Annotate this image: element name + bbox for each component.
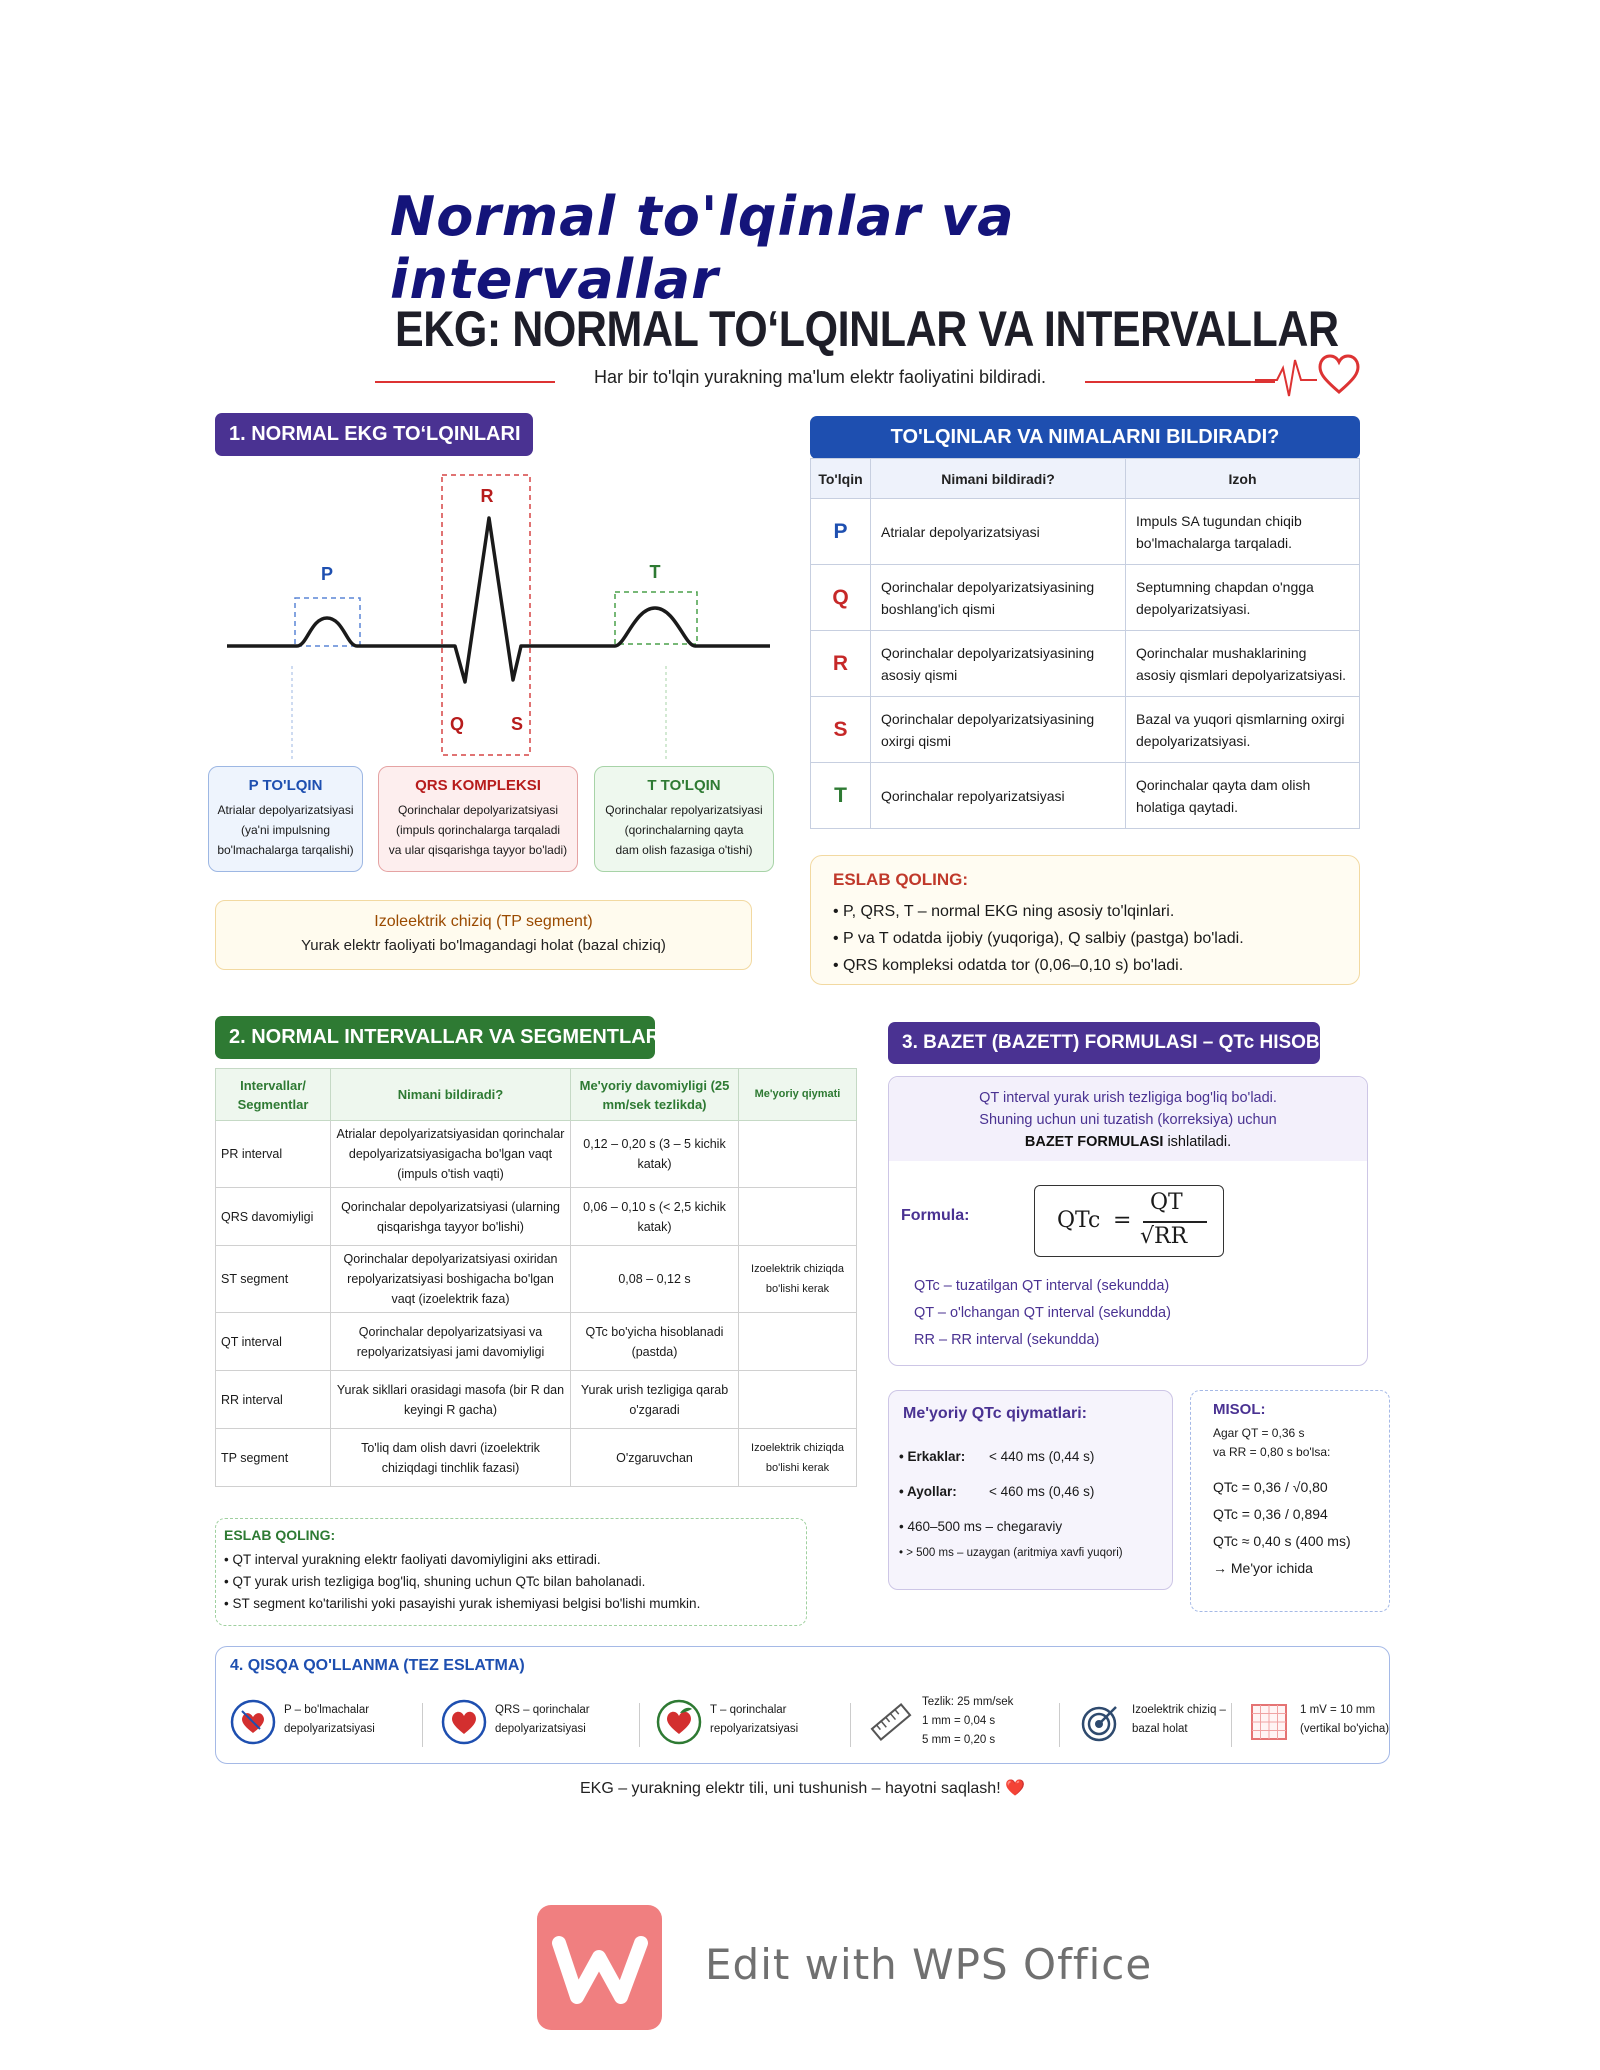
guide-line: QRS – qorinchalar [495,1704,590,1716]
q-label: Q [449,714,465,734]
col-header-wave: To'lqin [811,459,871,499]
bazett-formula-name: BAZET FORMULASI [1024,1134,1164,1150]
legend-qt: QT – o'lchangan QT interval (sekundda) [914,1305,1171,1321]
male-value: < 440 ms (0,44 s) [989,1449,1095,1464]
col-header-meaning: Nimani bildiradi? [871,459,1126,499]
wave-note: Qorinchalar qayta dam olish holatiga qaytadi. [1126,763,1360,829]
ecg-waveform-diagram [215,470,775,760]
interval-duration: 0,08 – 0,12 s [571,1246,739,1313]
wave-row [811,565,1360,631]
wave-meaning: Qorinchalar depolyarizatsiyasining oxirgi qismi [871,697,1126,763]
guide-line: 1 mV = 10 mm [1300,1704,1376,1716]
interval-meaning: Qorinchalar depolyarizatsiyasi va repolyarizatsiyasi jami davomiyligi [331,1313,571,1371]
female-label: • Ayollar: [899,1484,957,1499]
t-wave-card-desc [595,800,773,860]
interval-duration: 0,06 – 0,10 s (< 2,5 kichik katak) [571,1188,739,1246]
guide-divider [639,1703,640,1747]
interval-value [739,1371,857,1429]
guide-divider [422,1703,423,1747]
legend-qtc: QTc – tuzatilgan QT interval (sekundda) [914,1278,1170,1294]
interval-duration: Yurak urish tezligiga qarab o'zgaradi [571,1371,739,1429]
p-wave-card [208,766,363,872]
interval-name: ST segment [216,1246,331,1313]
remember-title-2: ESLAB QOLING: [224,1527,336,1543]
guide-text [710,1701,798,1739]
qrs-card-desc [379,800,577,860]
interval-name: QT interval [216,1313,331,1371]
formula-label: Formula: [901,1207,970,1224]
wave-meaning: Qorinchalar depolyarizatsiyasining asosiy qismi [871,631,1126,697]
heart-leaf-icon [656,1699,702,1745]
interval-value [739,1121,857,1188]
interval-meaning: Atrialar depolyarizatsiyasidan qorinchalar depolyarizatsiyasigacha bo'lgan vaqt (impuls o'tish vaqti) [331,1121,571,1188]
qrs-box [442,475,530,755]
wave-row [811,763,1360,829]
ruler-icon [868,1699,914,1745]
remember-box-1 [810,855,1360,985]
bazett-intro-line-2: Shuning uchun uni tuzatish (korreksiya) uchun [979,1112,1277,1128]
example-given-2: va RR = 0,80 s bo'lsa: [1213,1445,1331,1459]
formula-numerator: QT [1150,1190,1183,1215]
ecg-trace [227,518,770,682]
guide-line: P – bo'lmachalar [284,1704,370,1716]
t-line-3: dam olish fazasiga o'tishi) [615,843,753,857]
interval-row [216,1429,857,1487]
guide-line: bazal holat [1132,1723,1188,1735]
p-line-3: bo'lmachalarga tarqalishi) [217,843,354,857]
interval-value: Izoelektrik chiziqda bo'lishi kerak [739,1246,857,1313]
interval-duration: 0,12 – 0,20 s (3 – 5 kichik katak) [571,1121,739,1188]
wave-letter: T [811,763,871,829]
guide-item-p [230,1695,410,1751]
wave-letter: P [811,499,871,565]
wave-row [811,499,1360,565]
wave-meaning: Atrialar depolyarizatsiyasi [871,499,1126,565]
interval-row [216,1188,857,1246]
interval-row [216,1246,857,1313]
remember-item: • P, QRS, T – normal EKG ning asosiy to'lqinlari. [833,898,1359,925]
s-label: S [510,714,524,734]
quick-guide [215,1646,1390,1764]
normal-qtc-borderline: • 460–500 ms – chegaraviy [899,1519,1063,1534]
wps-logo[interactable] [537,1905,662,2030]
formula-equals: = [1113,1208,1132,1233]
example-title: MISOL: [1213,1401,1266,1418]
interval-value [739,1188,857,1246]
qrs-line-2: (impuls qorinchalarga tarqaladi [395,823,561,837]
iso-desc: Yurak elektr faoliyati bo'lmagandagi holat (bazal chiziq) [301,937,666,954]
guide-line: Izoelektrik chiziq – [1132,1704,1226,1716]
subtitle-rule-left [375,381,555,383]
section2-title: 2. NORMAL INTERVALLAR VA SEGMENTLAR [215,1016,655,1059]
guide-item-voltage [1246,1695,1390,1751]
normal-qtc-female [899,1484,1094,1499]
col-header-interval: Intervallar/ Segmentlar [216,1069,331,1121]
remember-box-2 [215,1518,807,1626]
intervals-table [215,1068,857,1487]
footer-slogan: EKG – yurakning elektr tili, uni tushunish – hayotni saqlash! ❤️ [579,1780,1026,1797]
remember-item: • QT interval yurakning elektr faoliyati davomiyligini aks ettiradi. [224,1549,806,1571]
col-header-note: Izoh [1126,459,1360,499]
col-header-value: Me'yoriy qiymati [739,1069,857,1121]
normal-qtc-title: Me'yoriy QTc qiymatlari: [903,1405,1088,1422]
guide-text [1300,1701,1389,1739]
t-wave-card [594,766,774,872]
iso-title: Izoleektrik chiziq (TP segment) [374,913,593,930]
interval-name: TP segment [216,1429,331,1487]
example-step-2: QTc = 0,36 / 0,894 [1213,1506,1328,1522]
interval-row [216,1121,857,1188]
wave-letter: Q [811,565,871,631]
wave-letter: S [811,697,871,763]
subtitle-rule-right [1085,381,1275,383]
wps-edit-link[interactable]: Edit with WPS Office [705,1940,1153,1989]
isoelectric-line-card [215,900,752,970]
formula-lhs: QTc [1057,1208,1101,1233]
interval-duration: O'zgaruvchan [571,1429,739,1487]
formula-fraction-bar [1143,1221,1207,1223]
subtitle: Har bir to'lqin yurakning ma'lum elektr faoliyatini bildiradi. [593,367,1047,387]
p-line-2: (ya'ni impulsning [241,823,330,837]
remember-item: • ST segment ko'tarilishi yoki pasayishi yurak ishemiyasi belgisi bo'lishi mumkin. [224,1593,806,1615]
waves-table-title: TO'LQINLAR VA NIMALARNI BILDIRADI? [810,416,1360,459]
remember-title-1: ESLAB QOLING: [833,870,969,889]
interval-value: Izoelektrik chiziqda bo'lishi kerak [739,1429,857,1487]
guide-line: Tezlik: 25 mm/sek [922,1696,1014,1708]
guide-divider [850,1703,851,1747]
guide-item-qrs [441,1695,631,1751]
formula-box [1034,1185,1224,1257]
t-line-1: Qorinchalar repolyarizatsiyasi [605,803,763,817]
r-label: R [480,486,494,506]
normal-qtc-prolonged: • > 500 ms – uzaygan (aritmiya xavfi yuqori) [899,1547,1123,1559]
guide-line: T – qorinchalar [710,1704,787,1716]
heart-ecg-icon [1255,340,1375,400]
wave-meaning: Qorinchalar repolyarizatsiyasi [871,763,1126,829]
qrs-line-1: Qorinchalar depolyarizatsiyasi [397,803,559,817]
wave-note: Impuls SA tugundan chiqib bo'lmachalarga tarqaladi. [1126,499,1360,565]
qrs-card [378,766,578,872]
guide-line: (vertikal bo'yicha) [1300,1723,1390,1735]
legend-rr: RR – RR interval (sekundda) [914,1332,1100,1348]
wave-note: Qorinchalar mushaklarining asosiy qismlari depolyarizatsiyasi. [1126,631,1360,697]
section3-title: 3. BAZET (BAZETT) FORMULASI – QTc HISOBI [888,1022,1320,1064]
guide-text [1132,1701,1226,1739]
interval-meaning: To'liq dam olish davri (izoelektrik chiziqdagi tinchlik fazasi) [331,1429,571,1487]
guide-line: 5 mm = 0,20 s [922,1734,996,1746]
example-step-1: QTc = 0,36 / √0,80 [1213,1479,1328,1495]
interval-value [739,1313,857,1371]
example-step-3: QTc ≈ 0,40 s (400 ms) [1213,1533,1351,1549]
col-header-duration: Me'yoriy davomiyligi (25 mm/sek tezlikda) [571,1069,739,1121]
guide-text [284,1701,375,1739]
p-label: P [320,564,334,584]
bazett-intro [889,1077,1367,1161]
t-label: T [649,562,661,582]
wave-row [811,697,1360,763]
interval-row [216,1313,857,1371]
example-card [1190,1390,1390,1612]
guide-divider [1231,1703,1232,1747]
wps-w-icon [537,1905,662,2030]
interval-duration: QTc bo'yicha hisoblanadi (pastda) [571,1313,739,1371]
example-given-1: Agar QT = 0,36 s [1213,1426,1305,1440]
subtitle-row [375,365,1275,395]
formula-legend [914,1273,1171,1354]
guide-line: depolyarizatsiyasi [495,1723,586,1735]
guide-divider [1059,1703,1060,1747]
guide-line: depolyarizatsiyasi [284,1723,375,1735]
interval-meaning: Qorinchalar depolyarizatsiyasi (ularning qisqarishga tayyor bo'lishi) [331,1188,571,1246]
bazett-intro-line-1: QT interval yurak urish tezligiga bog'liq bo'ladi. [979,1090,1277,1106]
wave-row [811,631,1360,697]
guide-item-speed [868,1695,1048,1751]
main-title: EKG: NORMAL TO‘LQINLAR VA INTERVALLAR [395,301,1339,357]
guide-item-isoelectric [1078,1695,1238,1751]
qrs-line-3: va ular qisqarishga tayyor bo'ladi) [388,843,568,857]
example-conclusion: → Me'yor ichida [1213,1560,1313,1576]
guide-text [922,1693,1013,1750]
normal-qtc-card [888,1390,1173,1590]
p-line-1: Atrialar depolyarizatsiyasi [217,803,354,817]
target-icon [1078,1699,1124,1745]
interval-row [216,1371,857,1429]
male-label: • Erkaklar: [899,1449,966,1464]
wave-note: Septumning chapdan o'ngga depolyarizatsiyasi. [1126,565,1360,631]
interval-meaning: Qorinchalar depolyarizatsiyasi oxiridan repolyarizatsiyasi boshigacha bo'lgan vaqt (izoelektrik faza) [331,1246,571,1313]
remember-item: • QRS kompleksi odatda tor (0,06–0,10 s) bo'ladi. [833,952,1359,979]
heart-icon [441,1699,487,1745]
guide-item-t [656,1695,841,1751]
interval-name: RR interval [216,1371,331,1429]
interval-meaning: Yurak sikllari orasidagi masofa (bir R dan keyingi R gacha) [331,1371,571,1429]
interval-name: PR interval [216,1121,331,1188]
remember-item: • QT yurak urish tezligiga bog'liq, shuning uchun QTc bilan baholanadi. [224,1571,806,1593]
guide-line: repolyarizatsiyasi [710,1723,799,1735]
section1-title: 1. NORMAL EKG TO‘LQINLARI [215,413,533,456]
qrs-card-title: QRS KOMPLEKSI [415,777,541,794]
heart-arrow-icon [230,1699,276,1745]
guide-text [495,1701,590,1739]
p-wave-card-desc [209,800,362,860]
handwritten-title: Normal to'lqinlar va intervallar [390,185,1015,311]
grid-icon [1246,1699,1292,1745]
waves-table [810,458,1360,829]
p-wave-card-title: P TO'LQIN [248,777,323,794]
remember-item: • P va T odatda ijobiy (yuqoriga), Q salbiy (pastga) bo'ladi. [833,925,1359,952]
t-wave-card-title: T TO'LQIN [647,777,721,794]
bazett-intro-suffix: ishlatiladi. [1163,1134,1232,1150]
female-value: < 460 ms (0,46 s) [989,1484,1095,1499]
guide-line: 1 mm = 0,04 s [922,1715,996,1727]
interval-name: QRS davomiyligi [216,1188,331,1246]
bazett-intro-line-3 [889,1131,1367,1153]
wave-meaning: Qorinchalar depolyarizatsiyasining boshlang'ich qismi [871,565,1126,631]
normal-qtc-male [899,1449,1094,1464]
wave-letter: R [811,631,871,697]
formula-denominator: √RR [1140,1224,1188,1249]
wave-note: Bazal va yuqori qismlarning oxirgi depolyarizatsiyasi. [1126,697,1360,763]
t-line-2: (qorinchalarning qayta [624,823,744,837]
col-header-int-meaning: Nimani bildiradi? [331,1069,571,1121]
quick-guide-title: 4. QISQA QO'LLANMA (TEZ ESLATMA) [230,1657,525,1674]
bazett-formula-card [888,1076,1368,1366]
